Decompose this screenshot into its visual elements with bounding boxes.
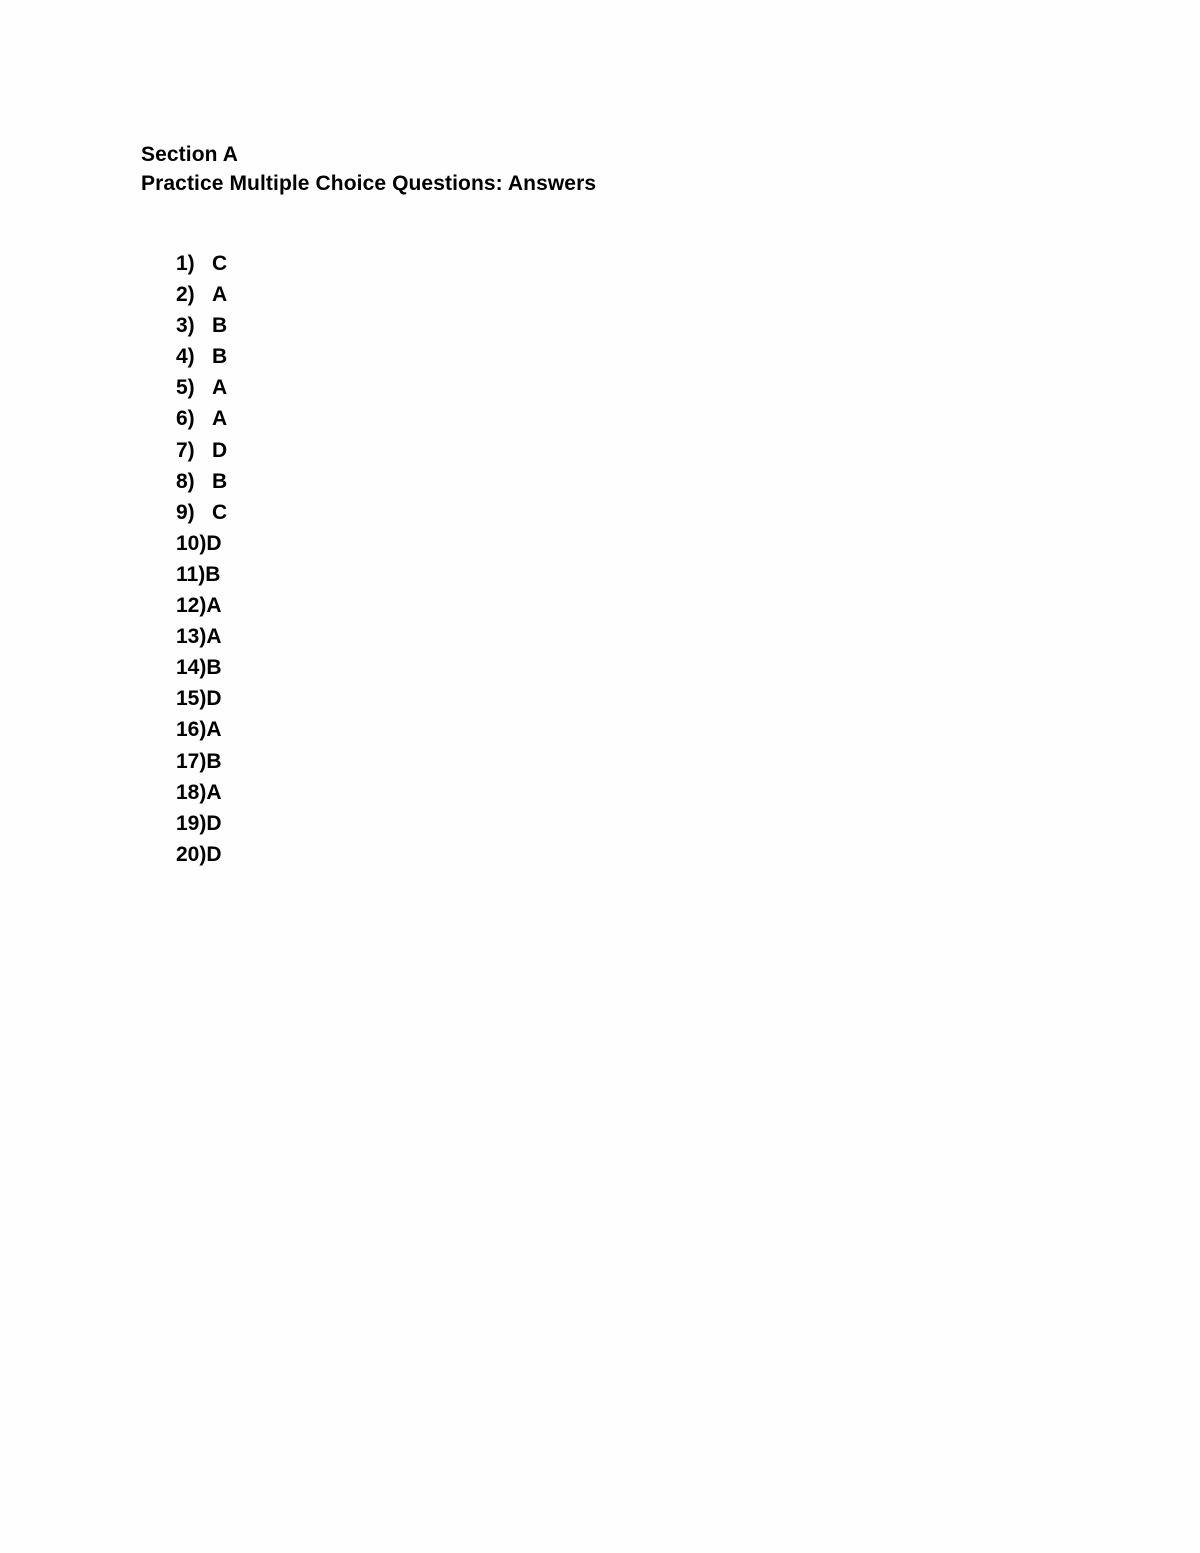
answer-item	[176, 559, 227, 590]
answer-list	[176, 248, 227, 870]
answer-item	[176, 248, 227, 279]
question-number: 1)	[176, 252, 195, 275]
question-number: 13)	[176, 625, 207, 649]
question-number: 11)	[176, 562, 206, 586]
answer-letter: D	[206, 842, 222, 866]
question-number: 9)	[176, 500, 195, 524]
answer-letter: A	[206, 718, 222, 742]
answer-item	[176, 341, 227, 372]
answer-letter: B	[212, 314, 228, 338]
answer-item	[176, 714, 227, 745]
answer-letter: D	[212, 438, 228, 462]
answer-item	[176, 372, 227, 403]
document-subtitle: Practice Multiple Choice Questions: Answers	[141, 172, 597, 195]
answer-letter: B	[212, 345, 228, 369]
answer-item	[176, 746, 227, 777]
question-number: 6)	[176, 407, 195, 431]
question-number: 20)	[176, 842, 207, 866]
question-number: 17)	[176, 749, 207, 773]
question-number: 5)	[176, 376, 195, 400]
answer-item	[176, 777, 227, 808]
answer-letter: C	[212, 500, 228, 524]
answer-item	[176, 528, 227, 559]
answer-item	[176, 839, 227, 870]
question-number: 3)	[176, 314, 195, 338]
answer-item	[176, 590, 227, 621]
question-number: 12)	[176, 594, 207, 618]
answer-letter: B	[206, 656, 222, 680]
answer-item	[176, 403, 227, 434]
answer-letter: B	[212, 469, 228, 493]
answer-letter: A	[206, 594, 222, 618]
question-number: 18)	[176, 780, 207, 804]
answer-letter: A	[206, 780, 222, 804]
answer-letter: A	[212, 283, 228, 307]
section-title: Section A	[141, 143, 238, 166]
answer-item	[176, 435, 227, 466]
question-number: 10)	[176, 531, 207, 555]
answer-letter: C	[212, 252, 228, 275]
answer-item	[176, 279, 227, 310]
answer-letter: D	[206, 687, 222, 711]
answer-item	[176, 497, 227, 528]
question-number: 8)	[176, 469, 195, 493]
answer-item	[176, 808, 227, 839]
answer-letter: B	[206, 749, 222, 773]
question-number: 16)	[176, 718, 207, 742]
question-number: 2)	[176, 283, 195, 307]
answer-item	[176, 621, 227, 652]
answer-letter: A	[212, 407, 228, 431]
answer-letter: B	[205, 562, 221, 586]
answer-letter: A	[206, 625, 222, 649]
answer-item	[176, 652, 227, 683]
answer-item	[176, 310, 227, 341]
question-number: 7)	[176, 438, 195, 462]
question-number: 4)	[176, 345, 195, 369]
answer-item	[176, 466, 227, 497]
document-heading	[141, 140, 596, 198]
question-number: 14)	[176, 656, 207, 680]
question-number: 15)	[176, 687, 207, 711]
answer-item	[176, 683, 227, 714]
question-number: 19)	[176, 811, 207, 835]
answer-letter: D	[206, 531, 222, 555]
answer-letter: A	[212, 376, 228, 400]
answer-letter: D	[206, 811, 222, 835]
